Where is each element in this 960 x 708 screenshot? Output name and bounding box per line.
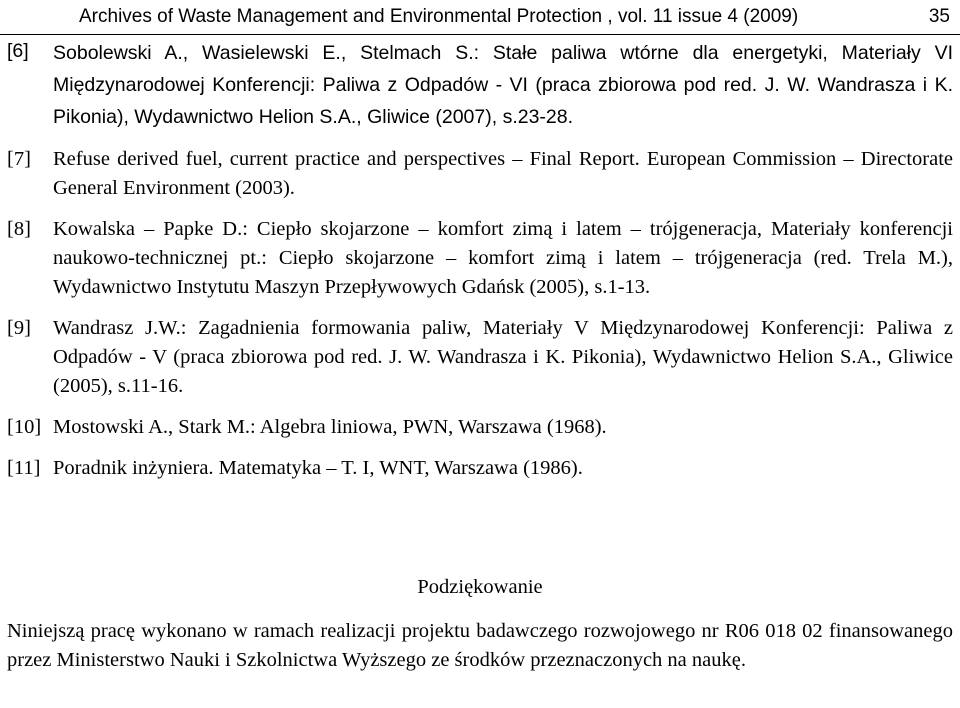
reference-item	[7, 37, 953, 133]
reference-list	[7, 34, 953, 495]
reference-text: Sobolewski A., Wasielewski E., Stelmach S.: Stałe paliwa wtórne dla energetyki, Materiały VI Międzynarodowej Konferencji: Paliwa z Odpadów - VI (praca zbiorowa pod red. J. W. Wandrasza i K. Pikonia), Wydawnictwo Helion S.A., Gliwice (2007), s.23-28.	[53, 42, 953, 128]
reference-text: Kowalska – Papke D.: Ciepło skojarzone – komfort zimą i latem – trójgeneracja, Materiały konferencji naukowo-technicznej pt.: Ciepło skojarzone – komfort zimą i latem – trójgeneracja (red. Trela M.), Wydawnictwo Instytutu Maszyn Przepływowych Gdańsk (2005), s.1-13.	[53, 218, 953, 298]
reference-text: Poradnik inżyniera. Matematyka – T. I, WNT, Warszawa (1986).	[53, 457, 583, 479]
reference-item	[7, 454, 953, 483]
reference-item	[7, 413, 953, 442]
acknowledgement-text: Niniejszą pracę wykonano w ramach realizacji projektu badawczego rozwojowego nr R06 018 02 finansowanego przez Ministerstwo Nauki i Szkolnictwa Wyższego ze środków przeznaczonych na naukę.	[7, 620, 953, 671]
journal-title: Archives of Waste Management and Environmental Protection , vol. 11 issue 4 (2009)	[79, 6, 799, 27]
reference-number: [6]	[7, 40, 29, 62]
reference-item	[7, 314, 953, 401]
reference-number: [8]	[7, 218, 31, 240]
reference-item	[7, 145, 953, 203]
page-number: 35	[928, 6, 950, 27]
reference-number: [11]	[7, 457, 41, 479]
acknowledgement-heading: Podziękowanie	[417, 576, 543, 598]
reference-text: Mostowski A., Stark M.: Algebra liniowa, PWN, Warszawa (1968).	[53, 416, 607, 438]
reference-number: [9]	[7, 317, 31, 339]
reference-number: [7]	[7, 148, 31, 170]
reference-number: [10]	[7, 416, 42, 438]
reference-item	[7, 215, 953, 302]
reference-text: Refuse derived fuel, current practice and perspectives – Final Report. European Commission – Directorate General Environment (2003).	[53, 148, 953, 199]
reference-text: Wandrasz J.W.: Zagadnienia formowania paliw, Materiały V Międzynarodowej Konferencji: Paliwa z Odpadów - V (praca zbiorowa pod red. J. W. Wandrasza i K. Pikonia), Wydawnictwo Helion S.A., Gliwice (2005), s.11-16.	[53, 317, 953, 397]
running-header	[0, 0, 960, 35]
